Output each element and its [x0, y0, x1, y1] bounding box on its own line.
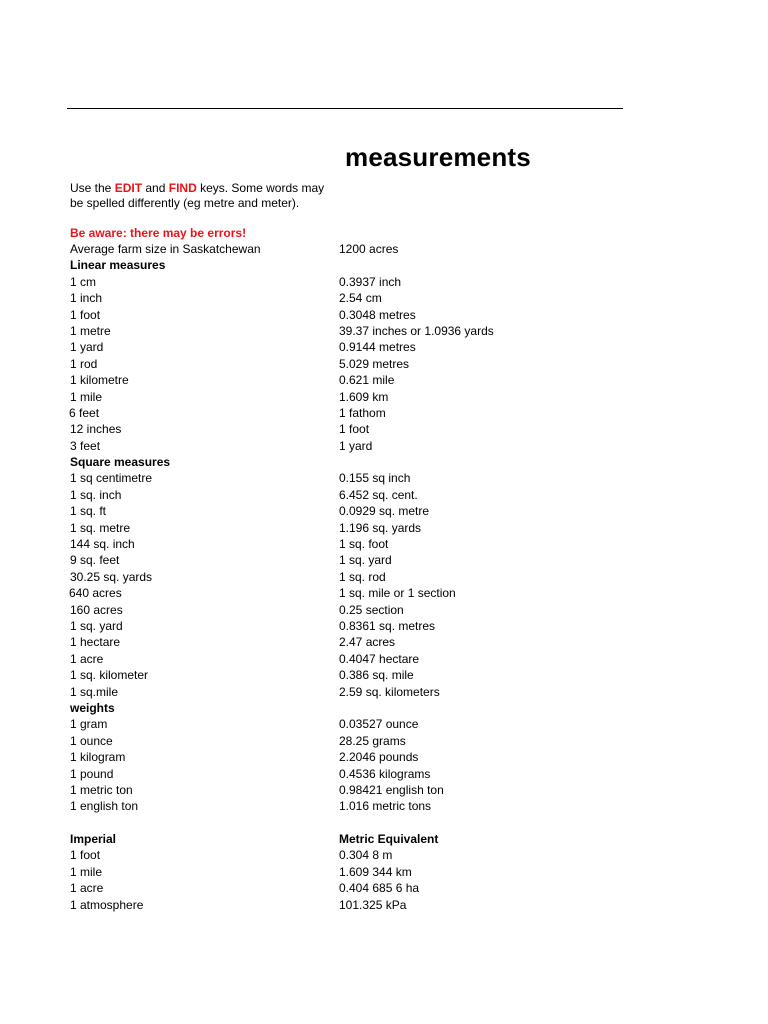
unit-cell: 1 english ton — [70, 799, 139, 814]
unit-cell: 1 metric ton — [70, 782, 133, 797]
table-row — [70, 323, 670, 339]
table-row — [70, 274, 670, 290]
table-row — [70, 356, 670, 372]
equivalent-cell: 1 sq. foot — [339, 537, 389, 552]
equivalent-cell: 0.03527 ounce — [339, 717, 419, 732]
table-row — [70, 421, 670, 437]
equivalent-cell: 1.609 344 km — [339, 864, 412, 879]
unit-cell: 1 sq. kilometer — [70, 668, 149, 683]
table-row — [70, 405, 670, 421]
table-row — [70, 372, 670, 388]
equivalent-cell: 1.016 metric tons — [339, 799, 432, 814]
table-row — [70, 470, 670, 486]
horizontal-rule — [67, 108, 623, 109]
section-heading-row — [70, 454, 670, 470]
table-row — [70, 536, 670, 552]
table-row — [70, 339, 670, 355]
table-row — [70, 241, 670, 257]
unit-cell: 640 acres — [69, 586, 122, 601]
equivalent-cell: 0.4047 hectare — [339, 651, 420, 666]
table-row — [70, 487, 670, 503]
table-row — [70, 749, 670, 765]
page-title: measurements — [345, 142, 531, 172]
unit-cell: 30.25 sq. yards — [70, 569, 153, 584]
table-row — [70, 815, 670, 831]
unit-cell: 1 sq. ft — [70, 504, 107, 519]
equivalent-cell: 0.8361 sq. metres — [339, 618, 436, 633]
equivalent-cell: 0.25 section — [339, 602, 404, 617]
unit-cell: 1 kilometre — [70, 373, 129, 388]
unit-cell: 1 kilogram — [70, 750, 126, 765]
unit-cell: 1 sq. yard — [70, 618, 123, 633]
equivalent-cell: 0.621 mile — [339, 373, 395, 388]
section-heading: weights — [70, 700, 115, 715]
equivalent-cell: 0.404 685 6 ha — [339, 881, 420, 896]
equivalent-cell: 6.452 sq. cent. — [339, 487, 418, 502]
unit-cell: 1 inch — [70, 291, 103, 306]
equivalent-cell: 1 yard — [339, 438, 373, 453]
unit-cell: 160 acres — [70, 602, 123, 617]
equivalent-cell: 0.304 8 m — [339, 848, 393, 863]
table-row — [70, 307, 670, 323]
table-row — [70, 897, 670, 913]
table-row — [70, 618, 670, 634]
find-keyword: FIND — [168, 181, 197, 195]
table-row — [70, 552, 670, 568]
equivalent-cell: 5.029 metres — [339, 356, 410, 371]
section-heading-equivalent: Metric Equivalent — [339, 832, 439, 847]
equivalent-cell: 0.4536 kilograms — [339, 766, 431, 781]
table-row — [70, 667, 670, 683]
equivalent-cell: 0.0929 sq. metre — [339, 504, 430, 519]
table-row — [70, 290, 670, 306]
unit-cell: 1 sq. inch — [70, 487, 122, 502]
table-row — [70, 864, 670, 880]
edit-keyword: EDIT — [114, 181, 143, 195]
equivalent-cell: 1.609 km — [339, 389, 389, 404]
equivalent-cell: 101.325 kPa — [339, 897, 407, 912]
table-row — [70, 733, 670, 749]
unit-cell: 1 sq centimetre — [70, 471, 153, 486]
unit-cell: 1 hectare — [70, 635, 121, 650]
equivalent-cell: 0.9144 metres — [339, 340, 416, 355]
table-row — [70, 880, 670, 896]
equivalent-cell: 1 sq. yard — [339, 553, 392, 568]
table-row — [70, 520, 670, 536]
unit-cell: Average farm size in Saskatchewan — [70, 242, 261, 256]
unit-cell: 1 ounce — [70, 733, 113, 748]
table-row — [70, 585, 670, 601]
table-row — [70, 602, 670, 618]
equivalent-cell: 1 foot — [339, 422, 370, 437]
unit-cell: 3 feet — [70, 438, 101, 453]
unit-cell: 1 gram — [70, 717, 108, 732]
equivalent-cell: 2.59 sq. kilometers — [339, 684, 440, 699]
unit-cell: 1 acre — [70, 651, 104, 666]
unit-cell: 9 sq. feet — [70, 553, 120, 568]
intro-paragraph — [70, 181, 332, 211]
equivalent-cell: 2.54 cm — [339, 291, 382, 306]
table-row — [70, 798, 670, 814]
table-row — [70, 651, 670, 667]
equivalent-cell: 0.155 sq inch — [339, 471, 411, 486]
unit-cell: 1 cm — [70, 274, 97, 289]
table-row — [70, 389, 670, 405]
equivalent-cell: 0.386 sq. mile — [339, 668, 414, 683]
unit-cell: 1 sq.mile — [70, 684, 119, 699]
unit-cell: 6 feet — [69, 405, 100, 420]
intro-text-rest: keys. Some words may be spelled differently (eg metre and meter). — [70, 181, 325, 210]
unit-cell: 12 inches — [70, 422, 122, 437]
section-heading: Square measures — [70, 455, 171, 470]
equivalent-cell: 1 sq. rod — [339, 569, 386, 584]
unit-cell: 1 acre — [70, 881, 104, 896]
table-row — [70, 716, 670, 732]
unit-cell: 1 metre — [70, 323, 111, 338]
table-row — [70, 634, 670, 650]
warning-text: Be aware: there may be errors! — [70, 226, 247, 240]
equivalent-cell: 1200 acres — [339, 242, 399, 256]
table-row — [70, 782, 670, 798]
section-heading-row — [70, 700, 670, 716]
section-heading: Linear measures — [70, 258, 166, 273]
equivalent-cell: 0.98421 english ton — [339, 782, 444, 797]
unit-cell: 1 sq. metre — [70, 520, 131, 535]
intro-text-and: and — [142, 181, 169, 195]
unit-cell: 1 pound — [70, 766, 114, 781]
equivalent-cell: 1 sq. mile or 1 section — [339, 586, 456, 601]
unit-cell: 1 mile — [70, 389, 103, 404]
equivalent-cell: 2.2046 pounds — [339, 750, 419, 765]
intro-text-start: Use the — [70, 181, 115, 195]
unit-cell: 1 mile — [70, 864, 103, 879]
equivalent-cell: 2.47 acres — [339, 635, 396, 650]
unit-cell: 1 yard — [70, 340, 104, 355]
table-row — [70, 766, 670, 782]
table-row — [70, 684, 670, 700]
equivalent-cell: 0.3937 inch — [339, 274, 402, 289]
section-heading-row — [70, 831, 670, 847]
measurements-table — [70, 241, 670, 913]
section-heading-row — [70, 257, 670, 273]
section-heading: Imperial — [70, 832, 117, 847]
unit-cell: 1 foot — [70, 848, 101, 863]
table-row — [70, 503, 670, 519]
unit-cell: 1 rod — [70, 356, 98, 371]
table-row — [70, 569, 670, 585]
equivalent-cell: 1.196 sq. yards — [339, 520, 422, 535]
table-row — [70, 847, 670, 863]
equivalent-cell: 28.25 grams — [339, 733, 406, 748]
equivalent-cell: 39.37 inches or 1.0936 yards — [339, 323, 494, 338]
table-row — [70, 438, 670, 454]
unit-cell: 1 foot — [70, 307, 101, 322]
equivalent-cell: 1 fathom — [339, 405, 386, 420]
equivalent-cell: 0.3048 metres — [339, 307, 416, 322]
unit-cell: 1 atmosphere — [70, 897, 144, 912]
unit-cell: 144 sq. inch — [70, 537, 135, 552]
